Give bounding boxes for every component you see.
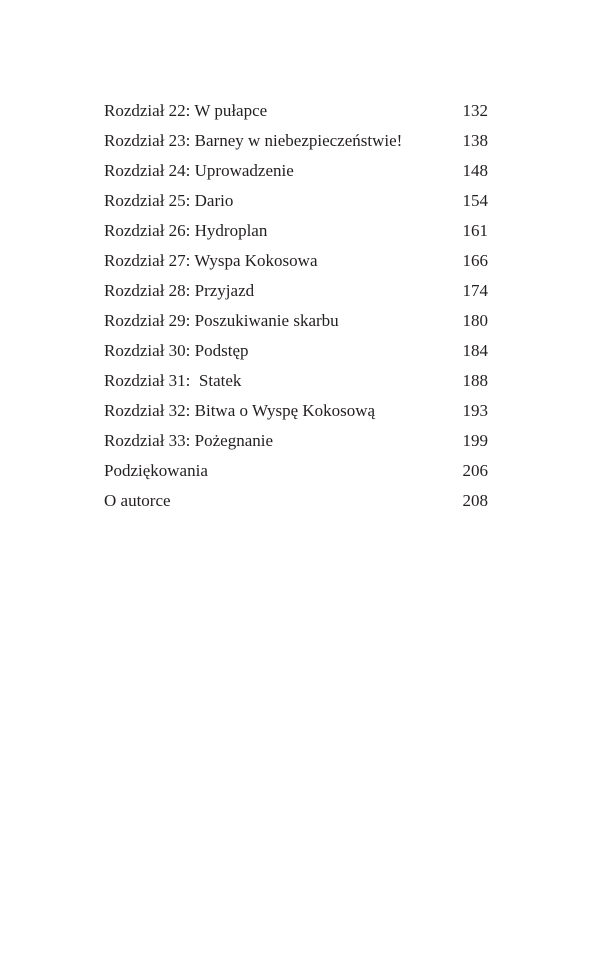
toc-entry xyxy=(104,156,488,186)
toc-entry-page: 199 xyxy=(462,431,488,450)
toc-entry-title: Rozdział 30: Podstęp xyxy=(104,341,249,360)
toc-entry-page: 180 xyxy=(462,311,488,330)
toc-entry xyxy=(104,306,488,336)
toc-entry-page: 208 xyxy=(462,491,488,510)
toc-entry-title: Rozdział 28: Przyjazd xyxy=(104,281,255,300)
toc-entry xyxy=(104,96,488,126)
toc-entry xyxy=(104,186,488,216)
toc-entry-title: Rozdział 27: Wyspa Kokosowa xyxy=(104,251,318,270)
toc-entry xyxy=(104,396,488,426)
toc-entry xyxy=(104,216,488,246)
toc-entry xyxy=(104,246,488,276)
toc-entry-title: Rozdział 26: Hydroplan xyxy=(104,221,268,240)
toc-entry-title: Rozdział 24: Uprowadzenie xyxy=(104,161,294,180)
toc-entry xyxy=(104,276,488,306)
toc-entry-page: 174 xyxy=(462,281,488,300)
toc-entry-title: Podziękowania xyxy=(104,461,208,480)
toc-entry-page: 132 xyxy=(462,101,488,120)
toc-entry-title: Rozdział 22: W pułapce xyxy=(104,101,268,120)
toc-entry-page: 161 xyxy=(462,221,488,240)
toc-entry-title: Rozdział 29: Poszukiwanie skarbu xyxy=(104,311,339,330)
toc-entry-page: 138 xyxy=(462,131,488,150)
toc-entry xyxy=(104,486,488,516)
toc-entry xyxy=(104,366,488,396)
toc-entry-title: Rozdział 33: Pożegnanie xyxy=(104,431,274,450)
toc-entry-page: 184 xyxy=(462,341,488,360)
toc-entry xyxy=(104,456,488,486)
toc-entry xyxy=(104,126,488,156)
toc-entry-page: 188 xyxy=(462,371,488,390)
toc-entry-title: Rozdział 25: Dario xyxy=(104,191,234,210)
toc-entry-page: 166 xyxy=(462,251,488,270)
toc-entry-title: Rozdział 23: Barney w niebezpieczeństwie! xyxy=(104,131,403,150)
table-of-contents xyxy=(104,96,488,516)
toc-entry-page: 154 xyxy=(462,191,488,210)
toc-entry-page: 193 xyxy=(462,401,488,420)
toc-entry xyxy=(104,336,488,366)
toc-entry-title: Rozdział 32: Bitwa o Wyspę Kokosową xyxy=(104,401,376,420)
toc-entry-title: Rozdział 31: Statek xyxy=(104,371,242,390)
toc-entry-title: O autorce xyxy=(104,491,171,510)
toc-entry-page: 206 xyxy=(462,461,488,480)
toc-entry-page: 148 xyxy=(462,161,488,180)
toc-entry xyxy=(104,426,488,456)
